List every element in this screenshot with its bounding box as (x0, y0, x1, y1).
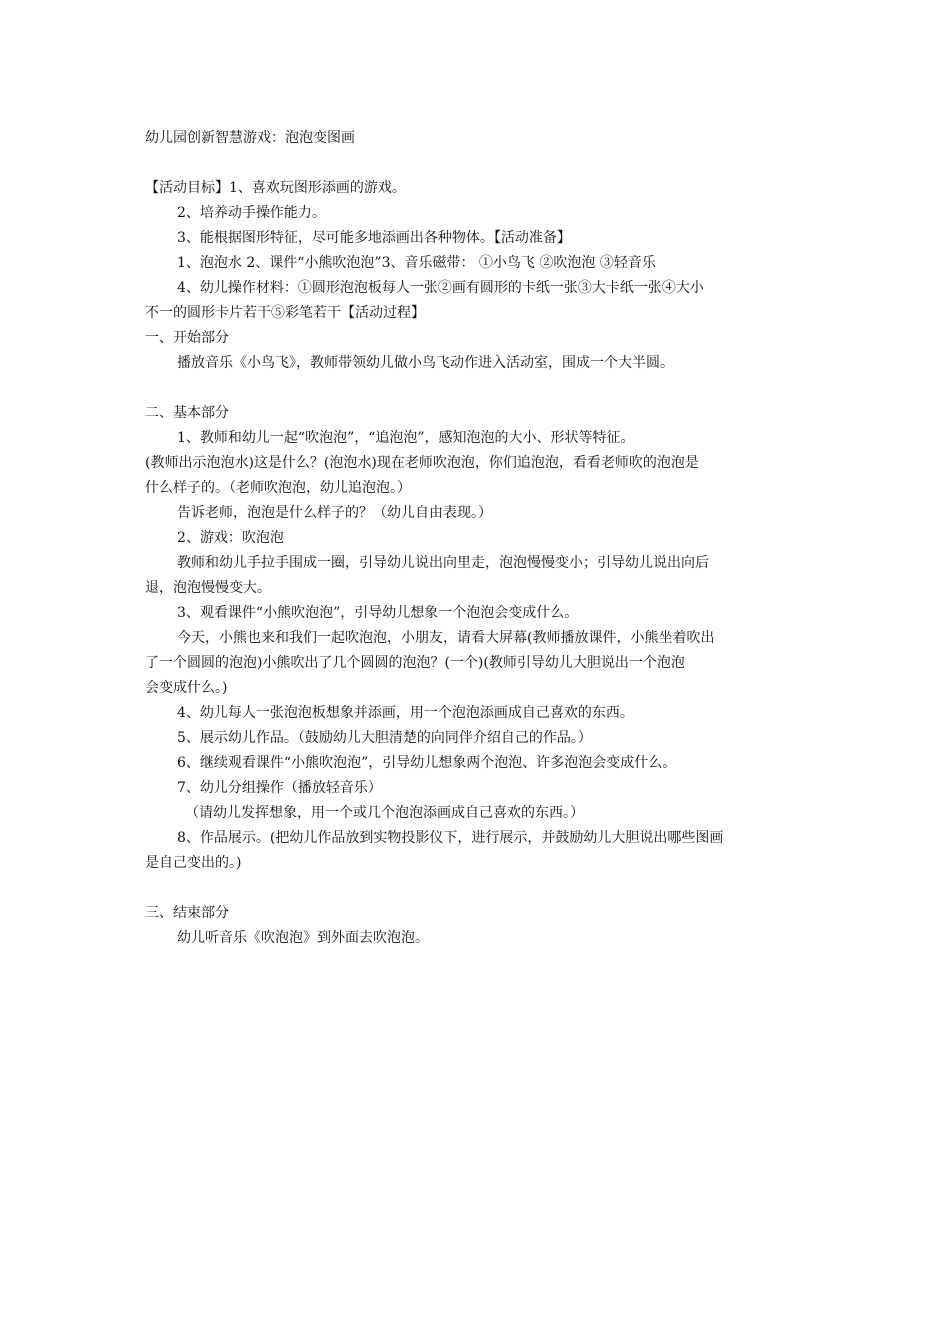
basic-step-3-detail-end-line: 会变成什么。) (145, 680, 228, 696)
basic-step-2-detail-line: 教师和幼儿手拉手围成一圈，引导幼儿说出向里走，泡泡慢慢变小；引导幼儿说出向后 (177, 555, 709, 571)
basic-step-7-detail-line: （请幼儿发挥想象，用一个或几个泡泡添画成自己喜欢的东西。） (185, 805, 584, 821)
section-end-heading: 三、结束部分 (145, 905, 229, 921)
preparation-4-continued-line: 不一的圆形卡片若干⑤彩笔若干【活动过程】 (145, 305, 425, 321)
preparation-1-line: 1、泡泡水 2、课件“小熊吹泡泡”3、音乐磁带： ①小鸟飞 ②吹泡泡 ③轻音乐 (177, 255, 656, 271)
activity-goals-line: 【活动目标】1、喜欢玩图形添画的游戏。 (145, 180, 406, 196)
basic-step-5-line: 5、展示幼儿作品。（鼓励幼儿大胆清楚的向同伴介绍自己的作品。） (177, 730, 592, 746)
blank-line (145, 376, 809, 401)
start-paragraph: 播放音乐《小鸟飞》，教师带领幼儿做小鸟飞动作进入活动室，围成一个大半圆。 (177, 355, 674, 371)
basic-step-8-line: 8、作品展示。(把幼儿作品放到实物投影仪下，进行展示，并鼓励幼儿大胆说出哪些图画 (177, 830, 724, 846)
preparation-4-line: 4、幼儿操作材料：①圆形泡泡板每人一张②画有圆形的卡纸一张③大卡纸一张④大小 (177, 280, 704, 296)
blank-line (145, 151, 809, 176)
basic-step-3-line: 3、观看课件“小熊吹泡泡”，引导幼儿想象一个泡泡会变成什么。 (177, 605, 579, 621)
basic-step-2-line: 2、游戏：吹泡泡 (177, 530, 284, 546)
basic-step-7-line: 7、幼儿分组操作（播放轻音乐） (177, 780, 382, 796)
document-title: 幼儿园创新智慧游戏：泡泡变图画 (145, 130, 355, 146)
basic-step-1-detail-line: (教师出示泡泡水)这是什么？(泡泡水)现在老师吹泡泡，你们追泡泡，看看老师吹的泡泡是 (145, 455, 699, 471)
basic-step-3-detail-continued-line: 了一个圆圆的泡泡)小熊吹出了几个圆圆的泡泡？(一个)(教师引导幼儿大胆说出一个泡泡 (145, 655, 685, 671)
section-start-heading: 一、开始部分 (145, 330, 229, 346)
basic-step-8-continued-line: 是自己变出的。) (145, 855, 242, 871)
basic-step-1-question-line: 告诉老师，泡泡是什么样子的？（幼儿自由表现。） (177, 505, 492, 521)
basic-step-6-line: 6、继续观看课件“小熊吹泡泡”，引导幼儿想象两个泡泡、许多泡泡会变成什么。 (177, 755, 677, 771)
basic-step-1-detail-continued-line: 什么样子的。（老师吹泡泡，幼儿追泡泡。） (145, 480, 411, 496)
goal-2-line: 2、培养动手操作能力。 (177, 205, 326, 221)
blank-line (145, 876, 809, 901)
document-page (145, 126, 809, 951)
basic-step-4-line: 4、幼儿每人一张泡泡板想象并添画，用一个泡泡添画成自己喜欢的东西。 (177, 705, 634, 721)
section-basic-heading: 二、基本部分 (145, 405, 229, 421)
basic-step-3-detail-line: 今天，小熊也来和我们一起吹泡泡，小朋友，请看大屏幕(教师播放课件，小熊坐着吹出 (177, 630, 715, 646)
goal-3-line: 3、能根据图形特征，尽可能多地添画出各种物体。【活动准备】 (177, 230, 571, 246)
end-paragraph: 幼儿听音乐《吹泡泡》到外面去吹泡泡。 (177, 930, 429, 946)
basic-step-2-detail-continued-line: 退，泡泡慢慢变大。 (145, 580, 271, 596)
basic-step-1-line: 1、教师和幼儿一起“吹泡泡”，“追泡泡”，感知泡泡的大小、形状等特征。 (177, 430, 635, 446)
